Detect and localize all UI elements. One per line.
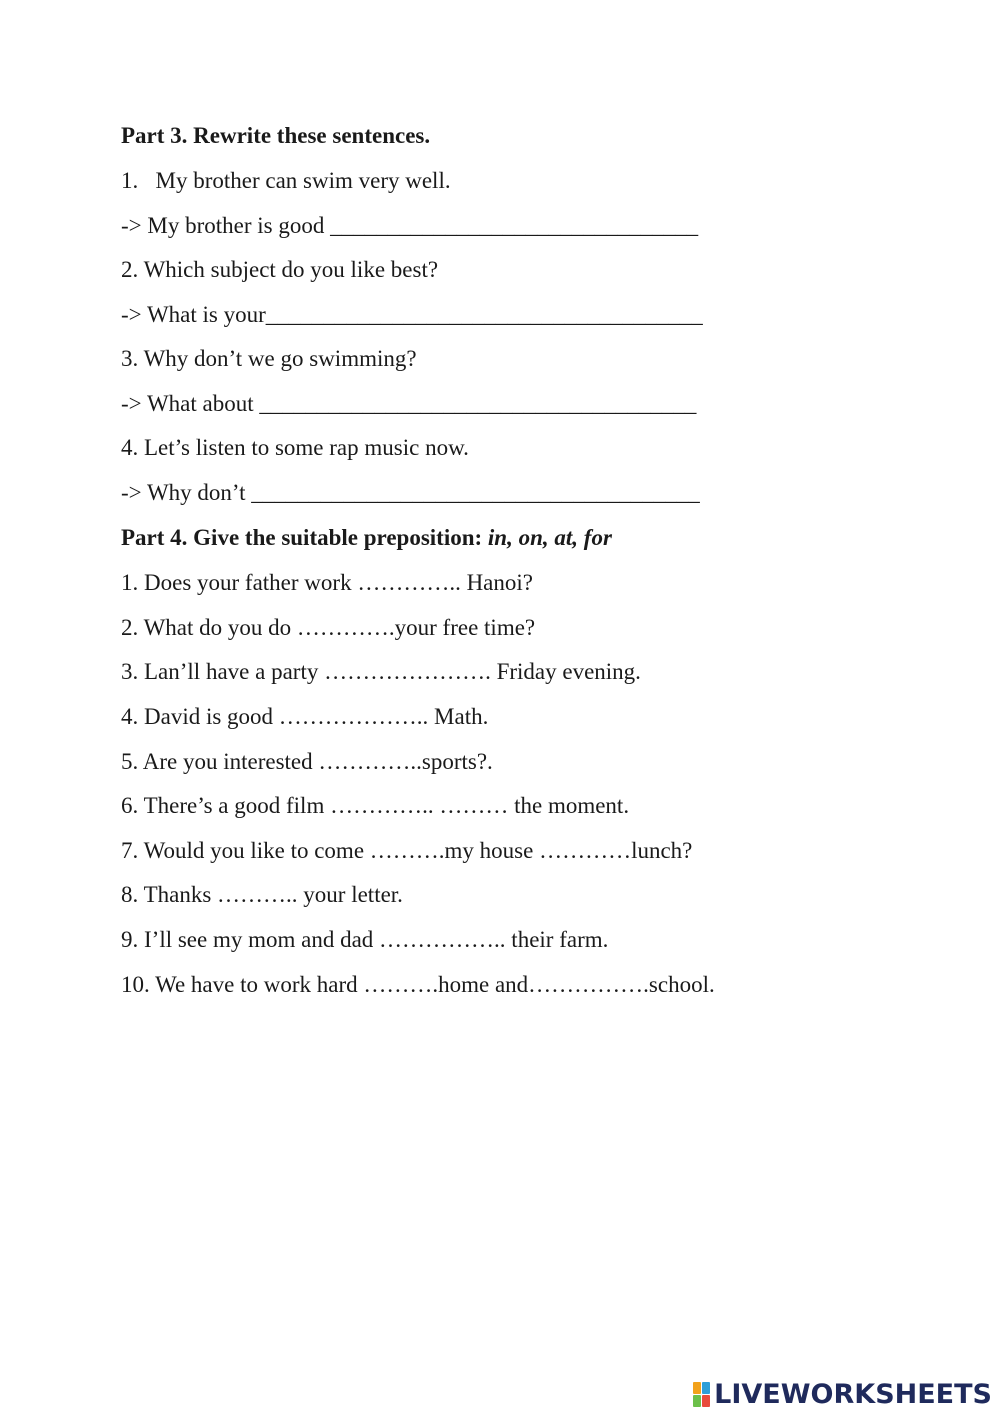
liveworksheets-logo-icon: [693, 1382, 710, 1407]
part4-item-2[interactable]: 2. What do you do ………….your free time?: [121, 615, 536, 640]
part3-question-3: 3. Why don’t we go swimming?: [121, 346, 417, 371]
part4-item-9[interactable]: 9. I’ll see my mom and dad …………….. their farm.: [121, 927, 609, 952]
part4-item-3[interactable]: 3. Lan’ll have a party …………………. Friday evening.: [121, 659, 641, 684]
logo-tile-orange: [693, 1382, 701, 1394]
part3-heading: Part 3. Rewrite these sentences.: [121, 123, 431, 148]
part3-answer-4[interactable]: -> Why don’t _______________________________________: [121, 480, 700, 505]
logo-tile-green: [693, 1395, 701, 1407]
part4-item-10[interactable]: 10. We have to work hard ……….home and…………….school.: [121, 972, 715, 997]
part4-heading: [121, 524, 612, 552]
logo-tile-red: [702, 1395, 710, 1407]
part4-heading-options: in, on, at, for: [487, 525, 612, 550]
part4-item-1[interactable]: 1. Does your father work ………….. Hanoi?: [121, 570, 533, 595]
part4-item-4[interactable]: 4. David is good ……………….. Math.: [121, 704, 489, 729]
logo-tile-blue: [702, 1382, 710, 1394]
part4-item-8[interactable]: 8. Thanks ……….. your letter.: [121, 882, 403, 907]
part3-question-1: 1. My brother can swim very well.: [121, 168, 451, 193]
liveworksheets-logo-text: LIVEWORKSHEETS: [714, 1378, 992, 1410]
part3-answer-2[interactable]: -> What is your______________________________________: [121, 302, 703, 327]
part3-answer-3[interactable]: -> What about ______________________________________: [121, 391, 697, 416]
part3-answer-1[interactable]: -> My brother is good ________________________________: [121, 213, 699, 238]
part4-heading-text: Part 4. Give the suitable preposition:: [121, 525, 488, 550]
part4-item-6[interactable]: 6. There’s a good film ………….. ……… the moment.: [121, 793, 630, 818]
part4-item-7[interactable]: 7. Would you like to come ……….my house …………lunch?: [121, 838, 693, 863]
part3-question-4: 4. Let’s listen to some rap music now.: [121, 435, 469, 460]
part4-item-5[interactable]: 5. Are you interested …………..sports?.: [121, 749, 493, 774]
liveworksheets-logo: [693, 1379, 992, 1409]
part3-question-2: 2. Which subject do you like best?: [121, 257, 439, 282]
